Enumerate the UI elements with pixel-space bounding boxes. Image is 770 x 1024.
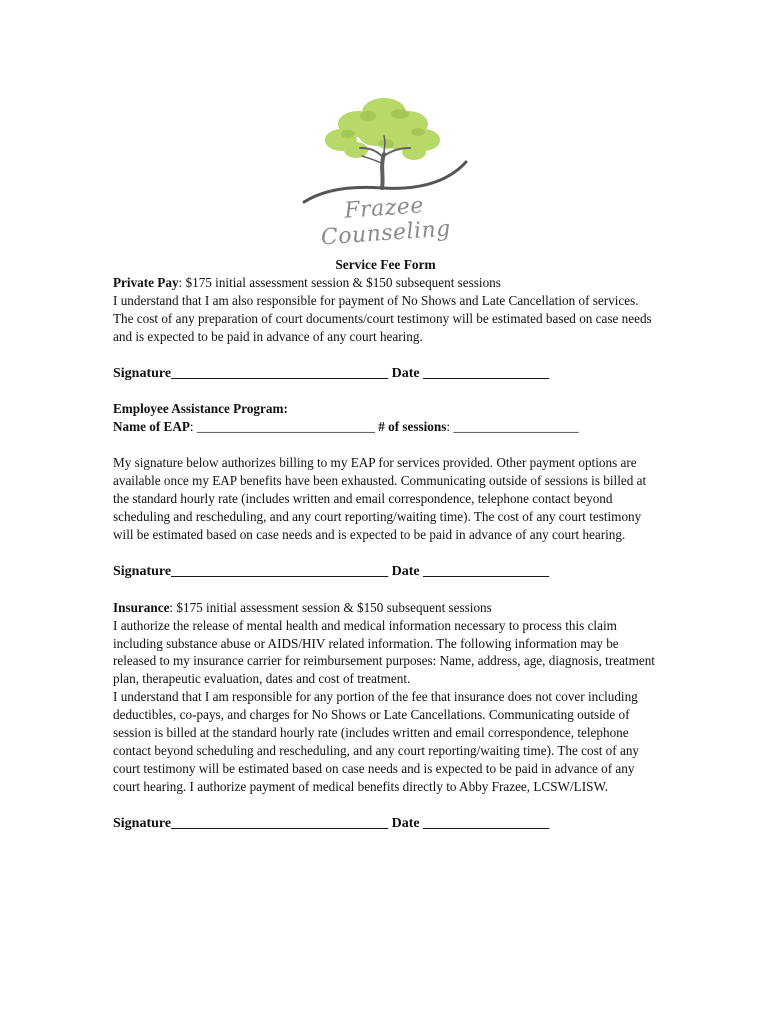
eap-sessions-blank[interactable]: ___________________ bbox=[453, 419, 579, 435]
date-label: Date bbox=[391, 815, 420, 831]
date-blank[interactable]: __________________ bbox=[423, 365, 550, 381]
signature-line-eap[interactable] bbox=[113, 563, 658, 581]
form-title: Service Fee Form bbox=[335, 257, 436, 272]
eap-text: My signature below authorizes billing to my EAP for services provided. Other payment options are available once my EAP benefits have been exhausted. Communicating outside of sessions is billed at the standard hourly rate (includes written and email correspondence, telephone contact beyond scheduling and rescheduling, and any court reporting/waiting time). The cost of any court testimony will be estimated based on case needs and is expected to be paid in advance of any court hearing. bbox=[113, 455, 647, 542]
insurance-rates-text: : $175 initial assessment session & $150 subsequent sessions bbox=[169, 599, 492, 615]
insurance-text-responsibility: I understand that I am responsible for any portion of the fee that insurance does not cover including deductibles, co-pays, and charges for No Shows or Late Cancellations. Communicating outside of session is billed at the standard hourly rate (includes written and email correspondence, telephone contact beyond scheduling and rescheduling, and any court reporting/waiting time). The cost of any court testimony will be estimated based on case needs and is expected to be paid in advance of any court hearing. I authorize payment of medical benefits directly to Abby Frazee, LCSW/LISW. bbox=[113, 689, 640, 794]
insurance-text-release: I authorize the release of mental health and medical information necessary to process this claim including substance abuse or AIDS/HIV related information. The following information may be released to my insurance carrier for reimbursement purposes: Name, address, age, diagnosis, treatment plan, therapeutic evaluation, dates and cost of treatment. bbox=[113, 617, 655, 687]
signature-label: Signature bbox=[113, 815, 172, 831]
date-label: Date bbox=[391, 563, 420, 579]
logo-wordmark: Frazee Counseling bbox=[320, 193, 452, 251]
eap-name-blank[interactable]: ___________________________ bbox=[196, 419, 375, 435]
signature-label: Signature bbox=[113, 563, 172, 579]
private-pay-rates bbox=[113, 274, 658, 292]
tree-canopy bbox=[325, 98, 440, 160]
private-pay-text: I understand that I am also responsible for payment of No Shows and Late Cancellation of services. The cost of any preparation of court documents/court testimony will be estimated based on case needs and is expected to be paid in advance of any court hearing. bbox=[113, 292, 652, 344]
insurance-label: Insurance bbox=[113, 599, 170, 615]
date-label: Date bbox=[391, 365, 420, 381]
date-blank[interactable]: __________________ bbox=[423, 563, 550, 579]
eap-heading: Employee Assistance Program: bbox=[113, 401, 288, 417]
signature-blank[interactable]: _______________________________ bbox=[171, 365, 389, 381]
service-fee-form bbox=[113, 256, 658, 833]
signature-line-private-pay[interactable] bbox=[113, 365, 658, 383]
eap-name-label: Name of EAP bbox=[113, 419, 190, 435]
private-pay-rates-text: : $175 initial assessment session & $150 subsequent sessions bbox=[178, 274, 501, 290]
signature-blank[interactable]: _______________________________ bbox=[171, 815, 389, 831]
signature-label: Signature bbox=[113, 365, 172, 381]
date-blank[interactable]: __________________ bbox=[423, 815, 550, 831]
eap-fields: Name of EAP: ___________________________ # of sessions: ___________________ bbox=[113, 419, 579, 435]
signature-blank[interactable]: _______________________________ bbox=[171, 563, 389, 579]
signature-line-insurance[interactable] bbox=[113, 815, 658, 833]
private-pay-label: Private Pay bbox=[113, 274, 179, 290]
eap-sessions-label: # of sessions bbox=[378, 419, 447, 435]
insurance-rates bbox=[113, 599, 658, 617]
